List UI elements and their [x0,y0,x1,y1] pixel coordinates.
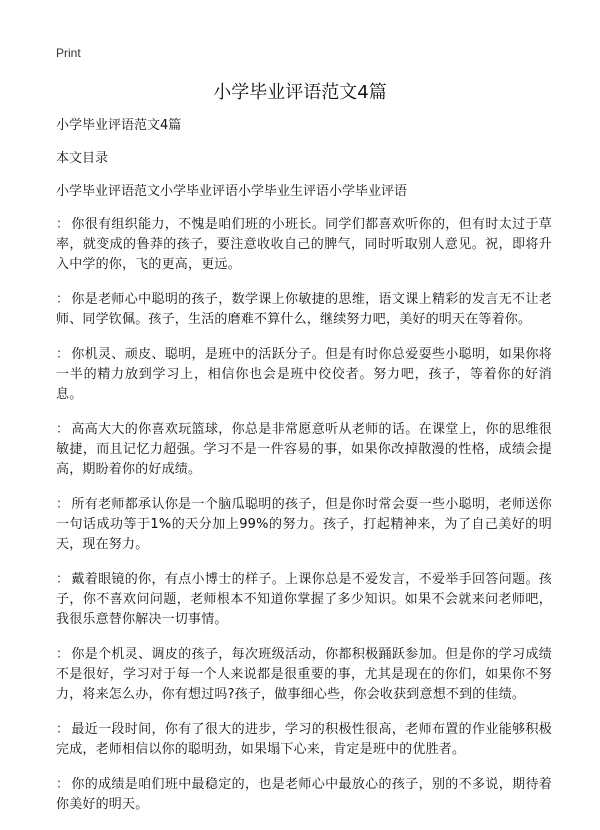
bullet-mark: ： [56,422,70,437]
paragraph-text: 高高大大的你喜欢玩篮球，你总是非常愿意听从老师的话。在课堂上，你的思维很敏捷，而且记忆力超强。学习不是一件容易的事，如果你改掉散漫的性格，成绩会提高，期盼着你的好成绩。 [56,422,552,477]
bullet-mark: ： [56,217,70,232]
toc-heading: 本文目录 [56,151,109,166]
paragraph-text: 你的成绩是咱们班中最稳定的，也是老师心中最放心的孩子，别的不多说，期待着你美好的明天。 [56,777,552,812]
toc-links[interactable]: 小学毕业评语范文小学毕业评语小学毕业生评语小学毕业评语 [56,184,408,199]
comment-paragraph [56,215,552,275]
paragraph-text: 你是个机灵、调皮的孩子，每次班级活动，你都积极踊跃参加。但是你的学习成绩不是很好，学习对于每一个人来说都是很重要的事，尤其是现在的你们，如果你不努力，将来怎么办，你有想过吗?孩子，做事细心些，你会收获到意想不到的佳绩。 [56,647,552,702]
paragraph-text: 戴着眼镜的你，有点小博士的样子。上课你总是不爱发言，不爱举手回答问题。孩子，你不喜欢问问题，老师根本不知道你掌握了多少知识。如果不会就来问老师吧，我很乐意替你解决一切事情。 [56,572,552,627]
paragraph-text: 所有老师都承认你是一个脑瓜聪明的孩子，但是你时常会耍一些小聪明，老师送你一句话成功等于1%的天分加上99%的努力。孩子，打起精神来，为了自己美好的明天，现在努力。 [56,497,552,552]
paragraph-text: 你机灵、顽皮、聪明，是班中的活跃分子。但是有时你总爱耍些小聪明，如果你将一半的精力放到学习上，相信你也会是班中佼佼者。努力吧，孩子，等着你的好消息。 [56,347,552,402]
comment-paragraph [56,420,552,480]
bullet-mark: ： [56,572,70,587]
comment-paragraph [56,570,552,630]
document-subtitle: 小学毕业评语范文4篇 [56,118,182,133]
bullet-mark: ： [56,292,70,307]
bullet-mark: ： [56,777,70,792]
document-body [56,116,552,830]
paragraph-text: 你很有组织能力，不愧是咱们班的小班长。同学们都喜欢听你的，但有时太过于草率，就变成的鲁莽的孩子，要注意收收自己的脾气，同时听取别人意见。祝，即将升入中学的你，飞的更高，更远。 [56,217,552,272]
comment-paragraph [56,645,552,705]
comment-paragraph [56,495,552,555]
comment-paragraph [56,345,552,405]
paragraph-text: 最近一段时间，你有了很大的进步，学习的积极性很高，老师布置的作业能够积极完成，老师相信以你的聪明劲，如果塌下心来，肯定是班中的优胜者。 [56,722,552,757]
print-label: Print [56,46,81,60]
paragraph-text: 你是老师心中聪明的孩子，数学课上你敏捷的思维，语文课上精彩的发言无不让老师、同学钦佩。孩子，生活的磨难不算什么，继续努力吧，美好的明天在等着你。 [56,292,552,327]
bullet-mark: ： [56,722,70,737]
comment-paragraph [56,720,552,760]
comment-paragraph [56,290,552,330]
comment-paragraph [56,775,552,815]
bullet-mark: ： [56,647,70,662]
document-title: 小学毕业评语范文4篇 [213,82,387,103]
bullet-mark: ： [56,347,70,362]
bullet-mark: ： [56,497,70,512]
